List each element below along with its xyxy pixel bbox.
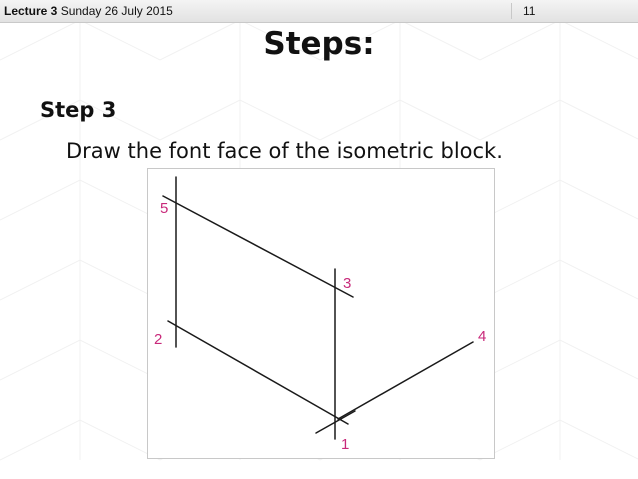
lecture-label: Lecture 3 — [4, 4, 58, 18]
point-label-1: 1 — [341, 436, 350, 453]
baseline-1-4 — [338, 342, 473, 419]
step-instruction: Draw the font face of the isometric block. — [66, 139, 503, 163]
point-label-4: 4 — [478, 328, 487, 345]
top-edge-5-3 — [163, 196, 353, 297]
point-label-5: 5 — [160, 200, 169, 217]
slide-title: Steps: — [263, 26, 375, 62]
header-info — [4, 4, 173, 18]
point-label-2: 2 — [154, 331, 163, 348]
bottom-edge-2-1 — [168, 321, 348, 424]
isometric-figure — [147, 168, 495, 459]
lecture-date: Sunday 26 July 2015 — [60, 4, 173, 18]
point-label-3: 3 — [343, 275, 352, 292]
header-divider — [511, 3, 512, 19]
step-heading: Step 3 — [40, 98, 117, 122]
header-bar — [0, 0, 638, 23]
page-number: 11 — [523, 4, 536, 18]
isometric-drawing — [148, 169, 494, 458]
